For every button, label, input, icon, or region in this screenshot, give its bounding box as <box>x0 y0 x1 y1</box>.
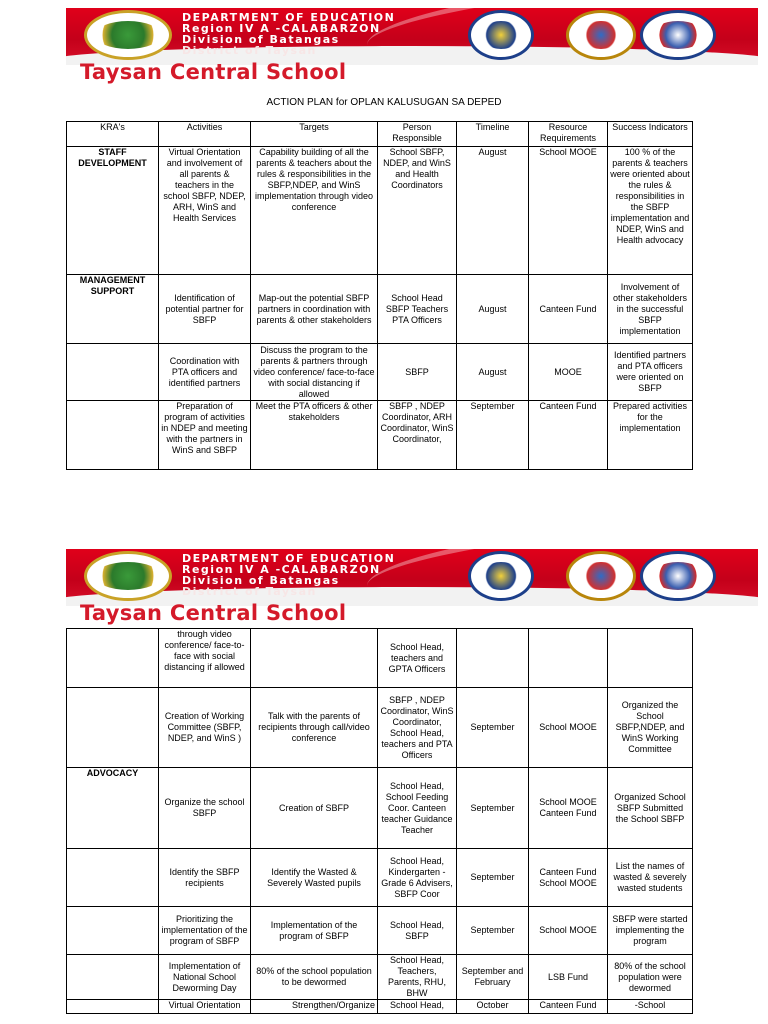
table-header-row <box>67 122 693 147</box>
activity-cell: Implementation of National School Deworming Day <box>159 955 251 1000</box>
activity-cell: Creation of Working Committee (SBFP, NDEP, and WinS ) <box>159 688 251 768</box>
target-cell: Identify the Wasted & Severely Wasted pupils <box>251 849 378 907</box>
table-row <box>67 275 693 344</box>
school-seal-icon <box>84 551 172 601</box>
activity-cell: Coordination with PTA officers and identified partners <box>159 344 251 401</box>
plan-title: ACTION PLAN for OPLAN KALUSUGAN SA DEPED <box>266 97 502 108</box>
kra-cell <box>67 629 159 688</box>
person-cell: School Head, SBFP <box>378 907 457 955</box>
action-plan-table-page1 <box>66 121 693 470</box>
department-label: DEPARTMENT OF EDUCATION <box>182 11 396 24</box>
resource-cell: MOOE <box>529 344 608 401</box>
person-cell: School Head, School Feeding Coor. Canteen teacher Guidance Teacher <box>378 768 457 849</box>
timeline-cell: August <box>457 275 529 344</box>
person-cell: School Head, Teachers, Parents, RHU, BHW <box>378 955 457 1000</box>
kra-cell: MANAGEMENT SUPPORT <box>67 275 159 344</box>
region-seal-icon <box>566 551 636 601</box>
kra-cell <box>67 1000 159 1014</box>
column-header: Success Indicators <box>608 122 693 147</box>
district-label: District of Taysan <box>182 44 317 57</box>
column-header: Resource Requirements <box>529 122 608 147</box>
activity-cell: Virtual Orientation <box>159 1000 251 1014</box>
district-seal-icon <box>640 551 716 601</box>
timeline-cell: September <box>457 849 529 907</box>
district-label: District of Taysan <box>182 585 317 598</box>
target-cell: 80% of the school population to be dewormed <box>251 955 378 1000</box>
school-seal-icon <box>84 10 172 60</box>
indicator-cell: List the names of wasted & severely wasted students <box>608 849 693 907</box>
column-header: Targets <box>251 122 378 147</box>
target-cell: Strengthen/Organize <box>251 1000 378 1014</box>
target-cell: Capability building of all the parents & teachers about the rules & responsibilities in the SBFP,NDEP, and WinS implementation through video conference <box>251 147 378 275</box>
timeline-cell: August <box>457 147 529 275</box>
table-row <box>67 147 693 275</box>
resource-cell: Canteen Fund <box>529 1000 608 1014</box>
indicator-cell: 100 % of the parents & teachers were oriented about the rules & responsibilities in the SBFP implementation and NDEP, WinS and Health advocacy <box>608 147 693 275</box>
kra-cell: ADVOCACY <box>67 768 159 849</box>
person-cell: School Head, <box>378 1000 457 1014</box>
district-seal-icon <box>640 10 716 60</box>
table-row <box>67 1000 693 1014</box>
division-label: Division of Batangas <box>182 33 340 46</box>
indicator-cell: Prepared activities for the implementation <box>608 401 693 470</box>
target-cell: Discuss the program to the parents & partners through video conference/ face-to-face with social distancing if allowed <box>251 344 378 401</box>
kra-cell <box>67 849 159 907</box>
kra-cell: STAFF DEVELOPMENT <box>67 147 159 275</box>
deped-seal-icon <box>468 10 534 60</box>
resource-cell: School MOOE <box>529 907 608 955</box>
person-cell: School Head SBFP Teachers PTA Officers <box>378 275 457 344</box>
kra-cell <box>67 401 159 470</box>
department-label: DEPARTMENT OF EDUCATION <box>182 552 396 565</box>
target-cell: Meet the PTA officers & other stakeholders <box>251 401 378 470</box>
resource-cell: LSB Fund <box>529 955 608 1000</box>
kra-cell <box>67 344 159 401</box>
activity-cell: Identification of potential partner for SBFP <box>159 275 251 344</box>
region-seal-icon <box>566 10 636 60</box>
target-cell: Talk with the parents of recipients through call/video conference <box>251 688 378 768</box>
person-cell: SBFP , NDEP Coordinator, WinS Coordinator, School Head, teachers and PTA Officers <box>378 688 457 768</box>
person-cell: SBFP <box>378 344 457 401</box>
person-cell: SBFP , NDEP Coordinator, ARH Coordinator, WinS Coordinator, <box>378 401 457 470</box>
activity-cell: Preparation of program of activities in NDEP and meeting with the partners in WinS and SBFP <box>159 401 251 470</box>
indicator-cell: Organized the School SBFP,NDEP, and WinS Working Committee <box>608 688 693 768</box>
table-row <box>67 401 693 470</box>
person-cell: School Head, Kindergarten - Grade 6 Advisers, SBFP Coor <box>378 849 457 907</box>
indicator-cell: 80% of the school population were dewormed <box>608 955 693 1000</box>
person-cell: School Head, teachers and GPTA Officers <box>378 629 457 688</box>
target-cell: Map-out the potential SBFP partners in coordination with parents & other stakeholders <box>251 275 378 344</box>
deped-seal-icon <box>468 551 534 601</box>
resource-cell: Canteen Fund <box>529 401 608 470</box>
indicator-cell: SBFP were started implementing the program <box>608 907 693 955</box>
division-label: Division of Batangas <box>182 574 340 587</box>
kra-cell <box>67 955 159 1000</box>
activity-cell: Virtual Orientation and involvement of all parents & teachers in the school SBFP, NDEP, ARH, WinS and Health Services <box>159 147 251 275</box>
indicator-cell: Involvement of other stakeholders in the successful SBFP implementation <box>608 275 693 344</box>
region-label: Region IV A -CALABARZON <box>182 563 381 576</box>
activity-cell: Prioritizing the implementation of the program of SBFP <box>159 907 251 955</box>
resource-cell: Canteen Fund School MOOE <box>529 849 608 907</box>
table-row <box>67 849 693 907</box>
school-name: Taysan Central School <box>80 601 347 625</box>
column-header: KRA's <box>67 122 159 147</box>
timeline-cell: September <box>457 768 529 849</box>
indicator-cell: Identified partners and PTA officers were oriented on SBFP <box>608 344 693 401</box>
resource-cell: Canteen Fund <box>529 275 608 344</box>
resource-cell: School MOOE <box>529 688 608 768</box>
table-row <box>67 344 693 401</box>
column-header: Activities <box>159 122 251 147</box>
activity-cell: Organize the school SBFP <box>159 768 251 849</box>
table-row <box>67 768 693 849</box>
kra-cell <box>67 907 159 955</box>
indicator-cell <box>608 629 693 688</box>
timeline-cell: August <box>457 344 529 401</box>
table-row <box>67 629 693 688</box>
resource-cell <box>529 629 608 688</box>
table-row <box>67 688 693 768</box>
indicator-cell: Organized School SBFP Submitted the School SBFP <box>608 768 693 849</box>
kra-cell <box>67 688 159 768</box>
target-cell: Implementation of the program of SBFP <box>251 907 378 955</box>
table-row <box>67 955 693 1000</box>
resource-cell: School MOOE Canteen Fund <box>529 768 608 849</box>
activity-cell: Identify the SBFP recipients <box>159 849 251 907</box>
timeline-cell: September <box>457 401 529 470</box>
table-row <box>67 907 693 955</box>
action-plan-table-page2 <box>66 628 693 1014</box>
activity-cell: through video conference/ face-to-face with social distancing if allowed <box>159 629 251 688</box>
person-cell: School SBFP, NDEP, and WinS and Health Coordinators <box>378 147 457 275</box>
timeline-cell: September <box>457 688 529 768</box>
target-cell <box>251 629 378 688</box>
column-header: Timeline <box>457 122 529 147</box>
timeline-cell: September and February <box>457 955 529 1000</box>
column-header: Person Responsible <box>378 122 457 147</box>
region-label: Region IV A -CALABARZON <box>182 22 381 35</box>
target-cell: Creation of SBFP <box>251 768 378 849</box>
resource-cell: School MOOE <box>529 147 608 275</box>
timeline-cell <box>457 629 529 688</box>
indicator-cell: -School <box>608 1000 693 1014</box>
school-name: Taysan Central School <box>80 60 347 84</box>
timeline-cell: September <box>457 907 529 955</box>
timeline-cell: October <box>457 1000 529 1014</box>
